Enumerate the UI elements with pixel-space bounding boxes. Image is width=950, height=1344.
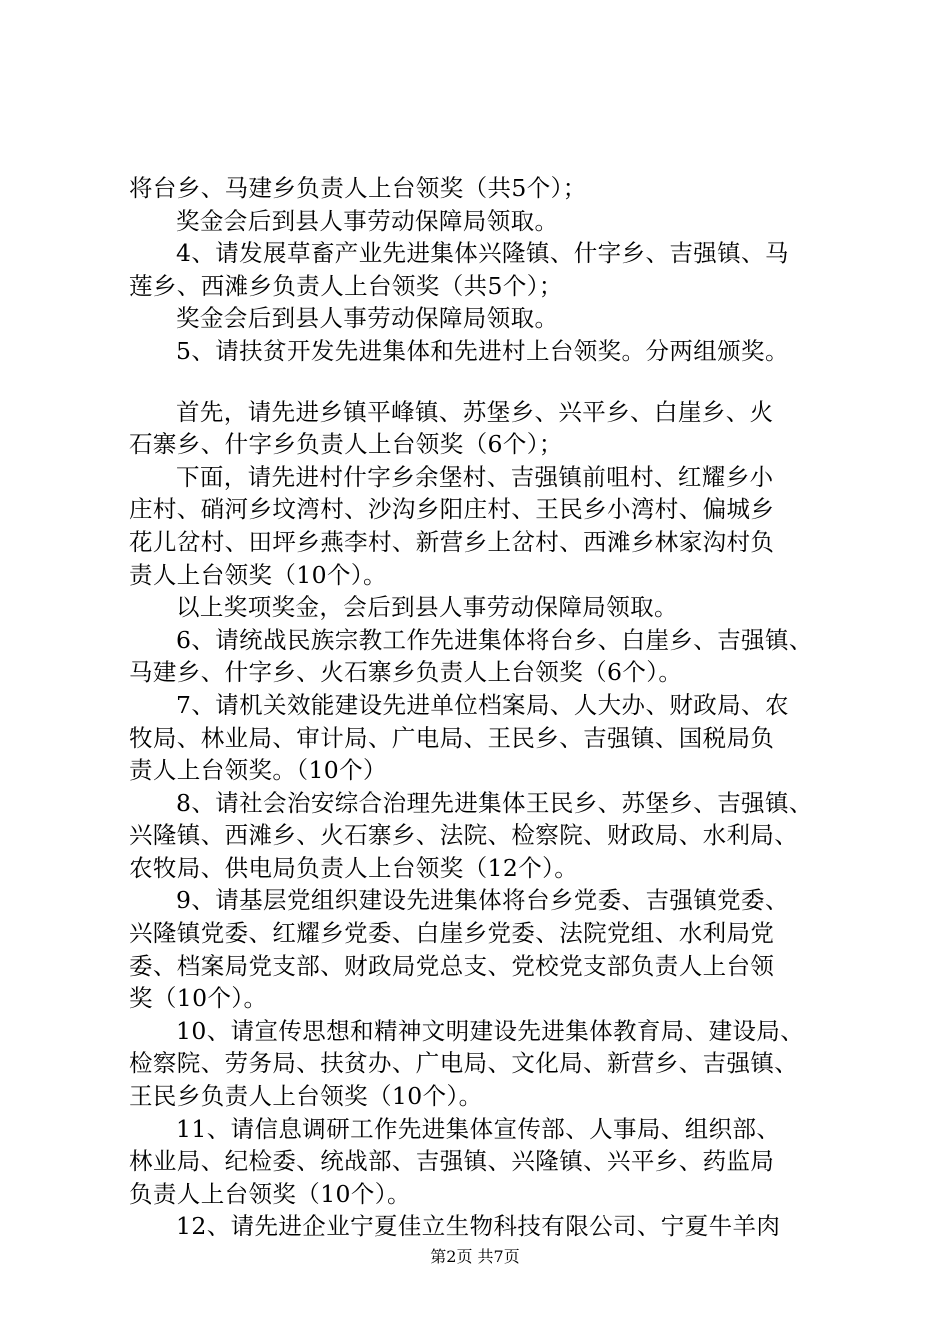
page-number-footer: 第2页 共7页: [430, 1247, 520, 1266]
paragraph-gap: [129, 368, 829, 396]
text-line: 7、请机关效能建设先进单位档案局、人大办、财政局、农: [176, 690, 789, 719]
text-line: 奖金会后到县人事劳动保障局领取。: [176, 304, 559, 333]
text-line: 石寨乡、什字乡负责人上台领奖（6个）；: [129, 430, 563, 459]
text-line: 奖金会后到县人事劳动保障局领取。: [176, 206, 559, 235]
text-line: 首先，请先进乡镇平峰镇、苏堡乡、兴平乡、白崖乡、火: [176, 397, 774, 426]
text-line: 奖（10个）。: [129, 984, 268, 1013]
text-line: 以上奖项奖金，会后到县人事劳动保障局领取。: [176, 593, 678, 622]
text-line: 林业局、纪检委、统战部、吉强镇、兴隆镇、兴平乡、药监局: [129, 1147, 775, 1176]
text-line: 11、请信息调研工作先进集体宣传部、人事局、组织部、: [176, 1114, 781, 1143]
text-line: 责人上台领奖。（10个）: [129, 756, 387, 785]
text-line: 花儿岔村、田坪乡燕李村、新营乡上岔村、西滩乡林家沟村负: [129, 527, 775, 556]
text-line: 莲乡、西滩乡负责人上台领奖（共5个）；: [129, 271, 563, 300]
text-line: 庄村、硝河乡坟湾村、沙沟乡阳庄村、王民乡小湾村、偏城乡: [129, 495, 775, 524]
text-line: 下面，请先进村什字乡余堡村、吉强镇前咀村、红耀乡小: [176, 462, 774, 491]
text-line: 10、请宣传思想和精神文明建设先进集体教育局、建设局、: [176, 1016, 805, 1045]
text-line: 农牧局、供电局负责人上台领奖（12个）。: [129, 853, 579, 882]
text-line: 兴隆镇、西滩乡、火石寨乡、法院、检察院、财政局、水利局、: [129, 821, 799, 850]
text-line: 将台乡、马建乡负责人上台领奖（共5个）；: [129, 174, 587, 202]
text-line: 6、请统战民族宗教工作先进集体将台乡、白崖乡、吉强镇、: [176, 625, 813, 654]
text-line: 5、请扶贫开发先进集体和先进村上台领奖。分两组颁奖。: [176, 336, 789, 365]
text-line: 委、档案局党支部、财政局党总支、党校党支部负责人上台领: [129, 951, 775, 980]
text-line: 责人上台领奖（10个）。: [129, 560, 387, 589]
text-line: 王民乡负责人上台领奖（10个）。: [129, 1082, 483, 1111]
text-line: 牧局、林业局、审计局、广电局、王民乡、吉强镇、国税局负: [129, 723, 775, 752]
document-body: [129, 172, 829, 1243]
text-line: 负责人上台领奖（10个）。: [129, 1179, 411, 1208]
text-line: 检察院、劳务局、扶贫办、广电局、文化局、新营乡、吉强镇、: [129, 1049, 799, 1078]
text-line: 12、请先进企业宁夏佳立生物科技有限公司、宁夏牛羊肉: [176, 1212, 781, 1241]
text-line: 8、请社会治安综合治理先进集体王民乡、苏堡乡、吉强镇、: [176, 788, 813, 817]
text-line: 9、请基层党组织建设先进集体将台乡党委、吉强镇党委、: [176, 886, 789, 915]
text-line: 兴隆镇党委、红耀乡党委、白崖乡党委、法院党组、水利局党: [129, 919, 775, 948]
text-line: 4、请发展草畜产业先进集体兴隆镇、什字乡、吉强镇、马: [176, 239, 789, 268]
text-line: 马建乡、什字乡、火石寨乡负责人上台领奖（6个）。: [129, 658, 683, 687]
